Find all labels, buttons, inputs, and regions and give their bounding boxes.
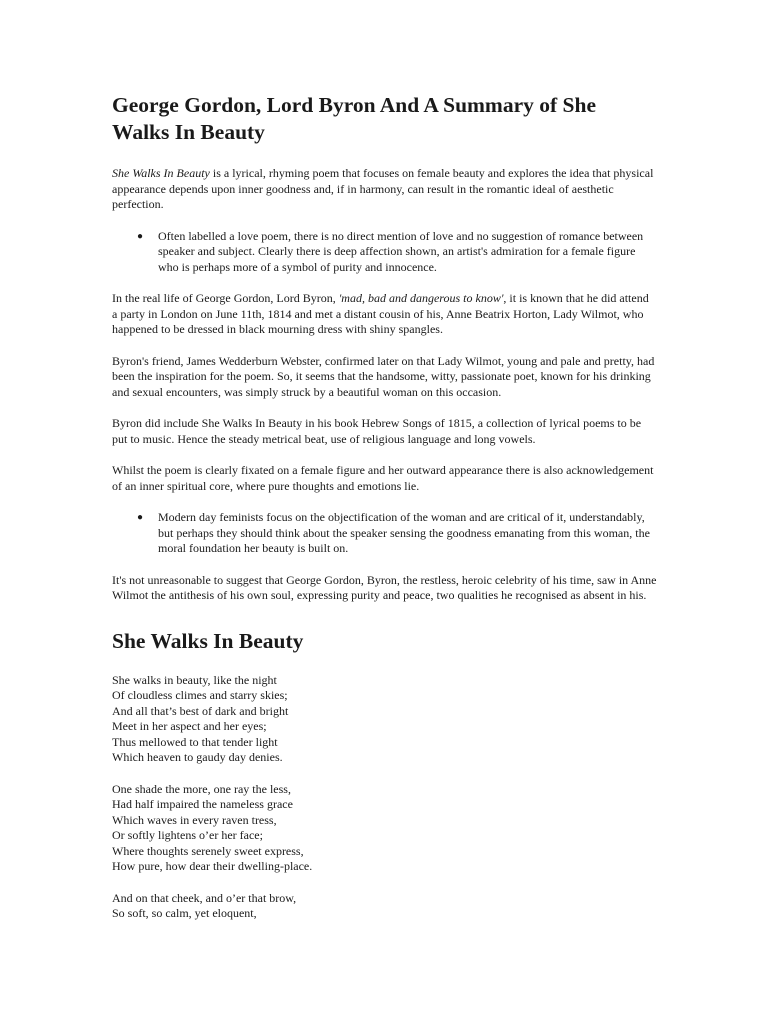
list-item bbox=[137, 510, 657, 557]
bullet-icon: ● bbox=[137, 230, 144, 242]
poem-line: Had half impaired the nameless grace bbox=[112, 797, 293, 811]
poem-line: Which waves in every raven tress, bbox=[112, 812, 277, 827]
poem-line: She walks in beauty, like the night bbox=[112, 672, 277, 687]
poem-stanza-1 bbox=[112, 673, 657, 766]
paragraph-hebrew-songs: Byron did include She Walks In Beauty in his book Hebrew Songs of 1815, a collection of lyrical poems to be put to music. Hence the steady metrical beat, use of religious language and long vowels. bbox=[112, 416, 642, 446]
article-title: George Gordon, Lord Byron And A Summary of She Walks In Beauty bbox=[112, 93, 597, 144]
bullet-text: Often labelled a love poem, there is no direct mention of love and no suggestion of romance between speaker and subject. Clearly there is deep affection shown, an artist's admiration for a female figure who is perhaps more of a symbol of purity and innocence. bbox=[158, 228, 644, 274]
para-2-before: In the real life of George Gordon, Lord Byron, bbox=[112, 291, 339, 305]
poem-stanza-2 bbox=[112, 782, 657, 875]
poem-line: Thus mellowed to that tender light bbox=[112, 734, 278, 749]
list-item bbox=[137, 228, 657, 276]
poem-line: Which heaven to gaudy day denies. bbox=[112, 750, 283, 764]
poem-line: So soft, so calm, yet eloquent, bbox=[112, 906, 257, 920]
poem-line: One shade the more, one ray the less, bbox=[112, 781, 291, 796]
paragraph-real-life bbox=[112, 291, 657, 338]
intro-rest: is a lyrical, rhyming poem that focuses on female beauty and explores the idea that physical appearance depends upon inner goodness and, if in harmony, can result in the romantic ideal of aesthetic perfection. bbox=[112, 166, 654, 211]
bullet-list-2 bbox=[112, 510, 657, 557]
bullet-list-1 bbox=[112, 229, 657, 276]
bullet-text: Modern day feminists focus on the objectification of the woman and are critical of it, understandably, but perhaps they should think about the speaker sensing the goodness emanating from this woman, the moral foundation her beauty is built on. bbox=[158, 510, 650, 555]
poem-line: Of cloudless climes and starry skies; bbox=[112, 688, 288, 702]
poem-title: She Walks In Beauty bbox=[112, 628, 304, 653]
intro-paragraph bbox=[112, 166, 657, 213]
paragraph-spiritual-core: Whilst the poem is clearly fixated on a female figure and her outward appearance there is also acknowledgement of an inner spiritual core, where pure thoughts and emotions lie. bbox=[112, 463, 654, 493]
poem-line: Or softly lightens o’er her face; bbox=[112, 828, 263, 842]
paragraph-friend: Byron's friend, James Wedderburn Webster, confirmed later on that Lady Wilmot, young and pale and pretty, had been the inspiration for the poem. So, it seems that the handsome, witty, passionate poet, known for his drinking and sexual encounters, was simply struck by a beautiful woman on this occasion. bbox=[112, 353, 655, 399]
poem-line: And all that’s best of dark and bright bbox=[112, 703, 289, 718]
poem-line: How pure, how dear their dwelling-place. bbox=[112, 859, 313, 873]
para-2-quote: 'mad, bad and dangerous to know' bbox=[338, 291, 504, 305]
document-page bbox=[112, 92, 657, 938]
bullet-icon: ● bbox=[137, 512, 144, 523]
poem-line: Where thoughts serenely sweet express, bbox=[112, 843, 304, 858]
para-2-after: , it is known that he did attend a party in London on June 11th, 1814 and met a distant cousin of his, Anne Beatrix Horton, Lady Wilmot, who happened to be dressed in black mourning dress with shiny spangles. bbox=[112, 291, 649, 336]
poem-line: Meet in her aspect and her eyes; bbox=[112, 719, 267, 733]
intro-italic-lead: She Walks In Beauty bbox=[112, 166, 210, 180]
poem-stanza-3 bbox=[112, 891, 657, 922]
paragraph-antithesis: It's not unreasonable to suggest that George Gordon, Byron, the restless, heroic celebrity of his time, saw in Anne Wilmot the antithesis of his own soul, expressing purity and peace, two qualities he recognised as absent in his. bbox=[112, 572, 657, 602]
poem-line: And on that cheek, and o’er that brow, bbox=[112, 890, 297, 905]
